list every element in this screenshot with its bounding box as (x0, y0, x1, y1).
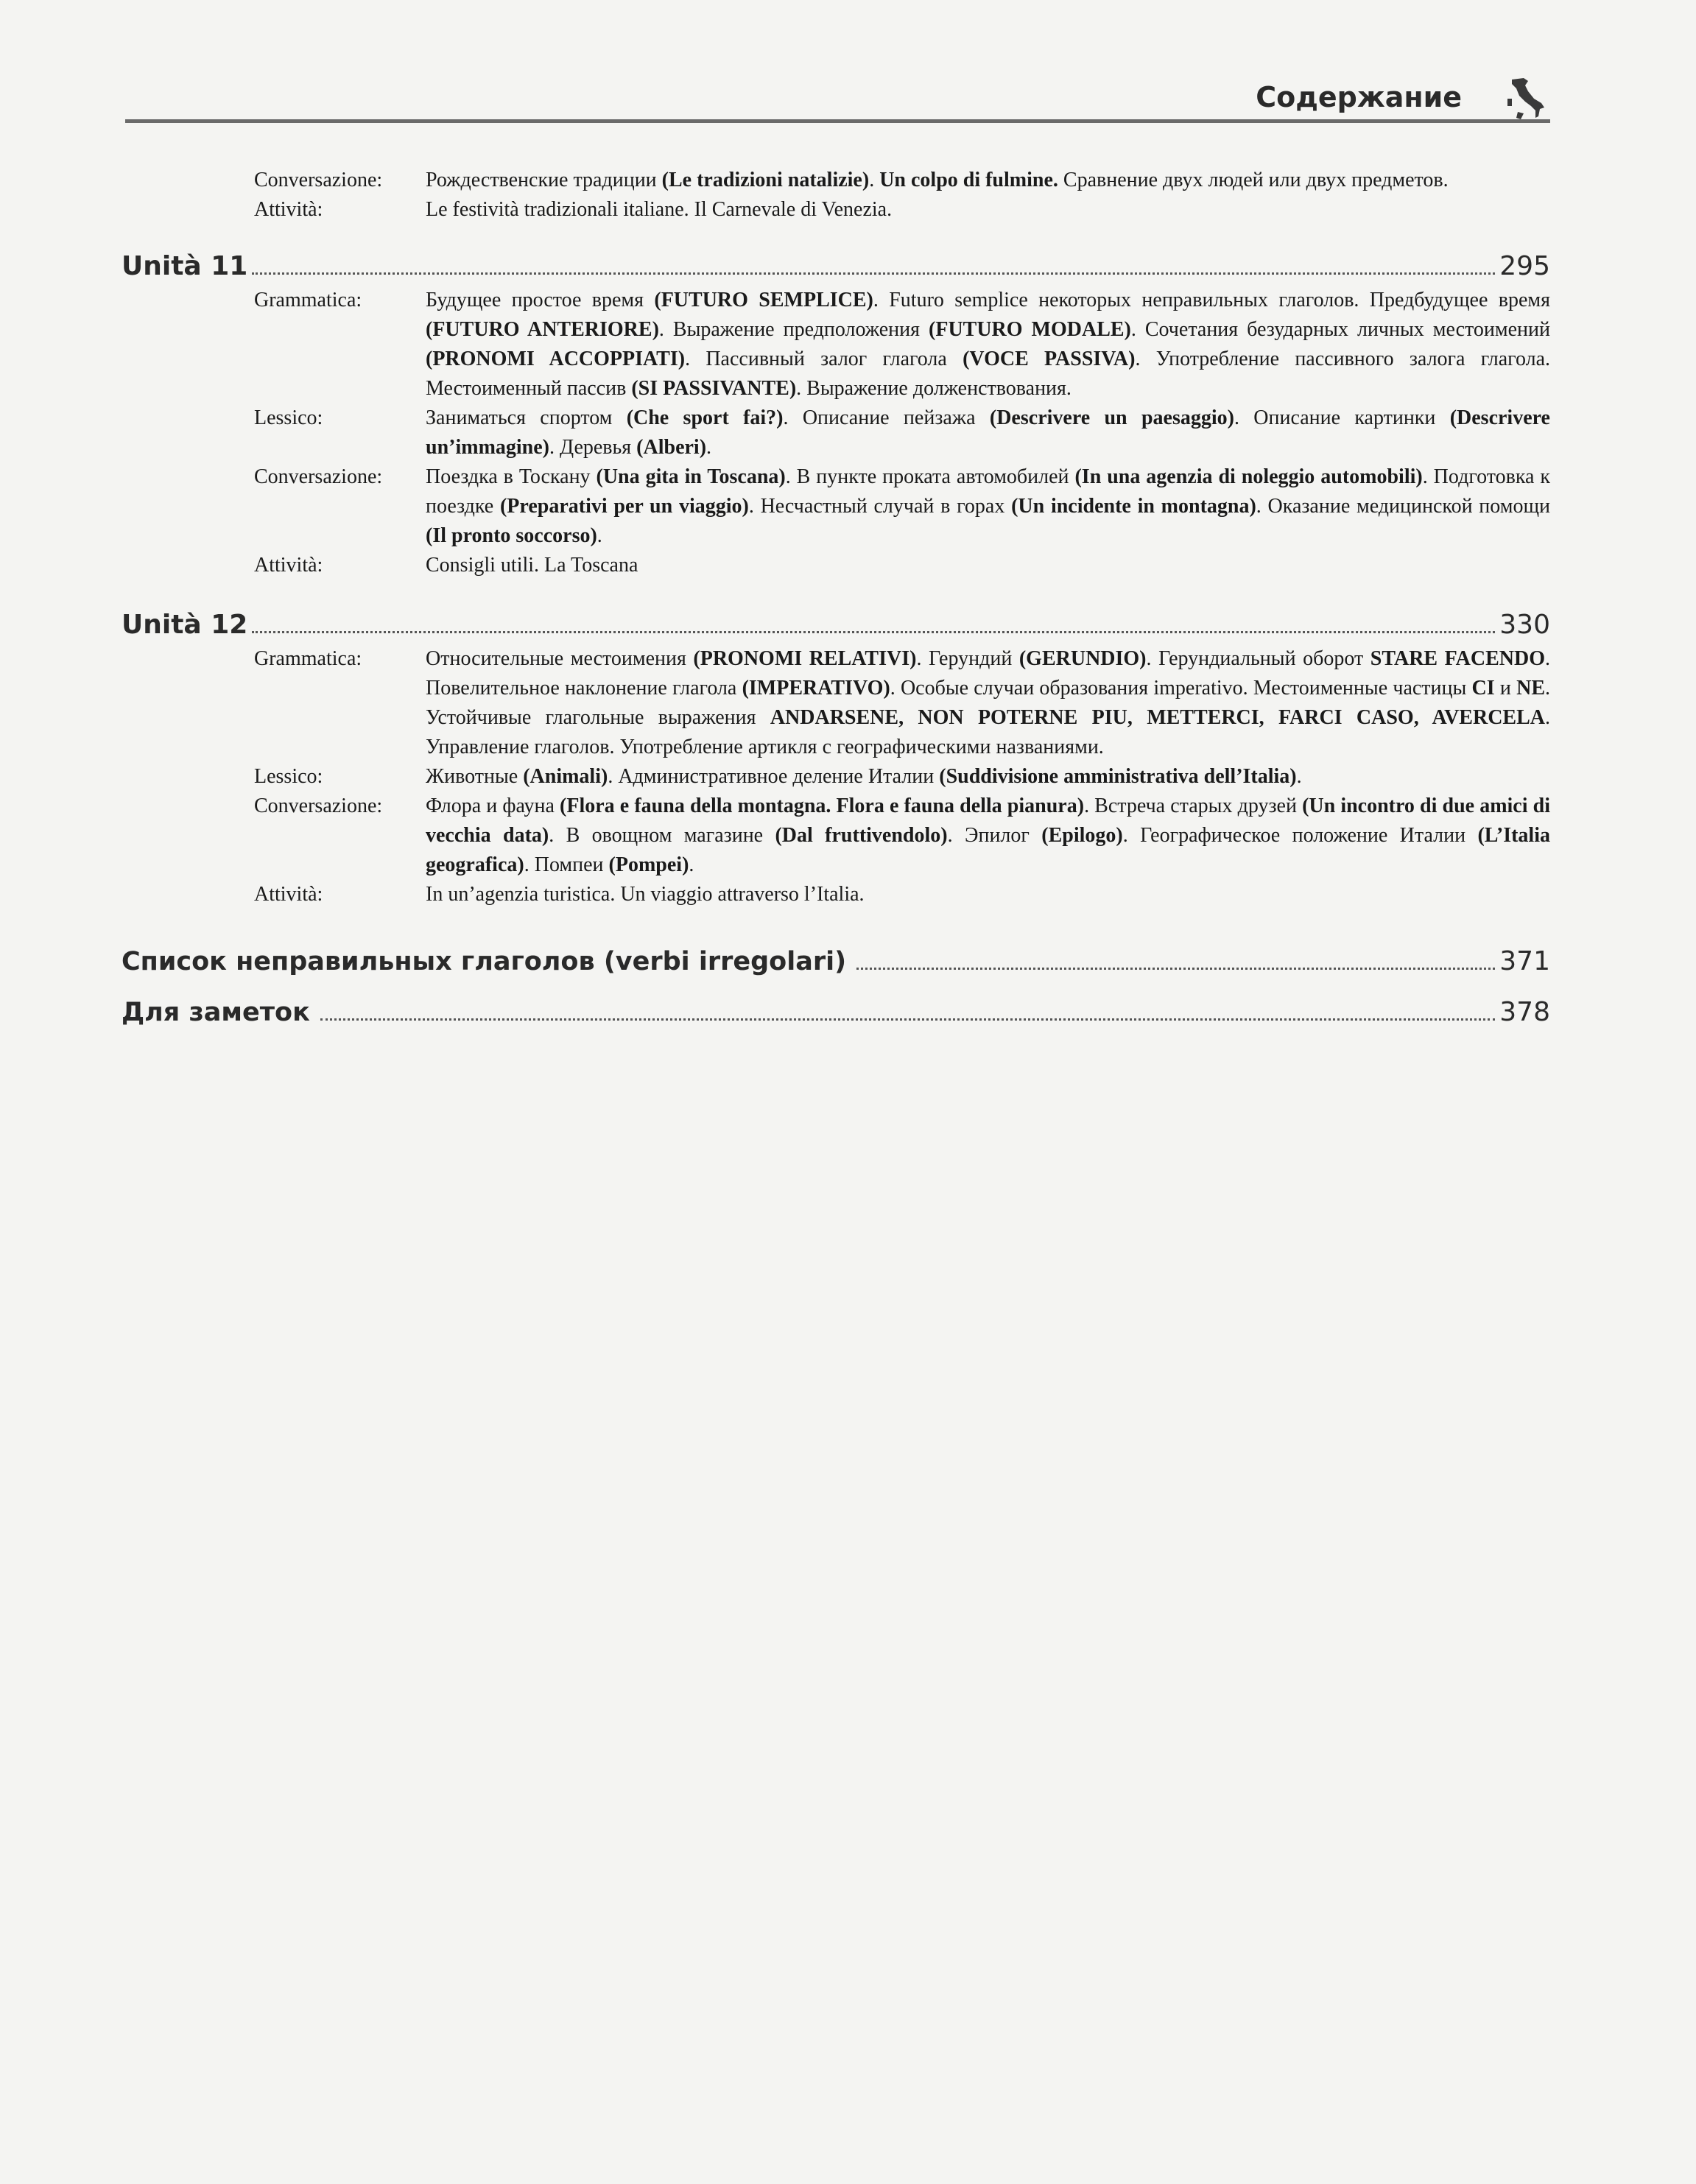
unit-heading (122, 610, 1550, 640)
toc-irregular-verbs (122, 946, 1550, 976)
toc-page-number: 378 (1499, 997, 1550, 1027)
toc-content (122, 166, 1550, 1027)
unit-11 (122, 251, 1550, 580)
dot-leader (252, 272, 1495, 275)
dot-leader (252, 631, 1495, 633)
section-label: Attività: (254, 883, 323, 906)
italy-map-icon (1499, 74, 1550, 125)
toc-entry-row (122, 880, 1550, 909)
toc-title: Список неправильных глаголов (verbi irregolari) (122, 947, 847, 976)
unit-12 (122, 610, 1550, 909)
toc-page-number: 371 (1499, 946, 1550, 976)
section-label: Conversazione: (254, 169, 383, 191)
toc-entry-row (122, 462, 1550, 551)
section-description: Поездка в Тоскану (Una gita in Toscana). В пункте проката автомобилей (In una agenzia di noleggio automobili). Подготовка к поездке (Preparativi per un viaggio). Несчастный случай в горах (Un incidente in montagna). Оказание медицинской помощи (Il pronto soccorso). (426, 465, 1551, 547)
unit-heading (122, 251, 1550, 281)
section-description: In un’agenzia turistica. Un viaggio attraverso l’Italia. (426, 883, 865, 906)
toc-notes (122, 997, 1550, 1027)
section-label: Conversazione: (254, 795, 383, 817)
section-description: Будущее простое время (FUTURO SEMPLICE). Futuro semplice некоторых неправильных глаголов. Предбудущее время (FUTURO ANTERIORE). Выражение предположения (FUTURO MODALE). Сочетания безударных личных местоимений (PRONOMI ACCOPPIATI). Пассивный залог глагола (VOCE PASSIVA). Употребление пассивного залога глагола. Местоименный пассив (SI PASSIVANTE). Выражение долженствования. (426, 289, 1551, 400)
toc-entry-row (122, 404, 1550, 462)
toc-entry-row (122, 792, 1550, 880)
unit-page-number: 295 (1499, 251, 1550, 281)
page-header (125, 74, 1550, 125)
section-description: Le festività tradizionali italiane. Il Carnevale di Venezia. (426, 198, 893, 221)
section-label: Attività: (254, 198, 323, 221)
section-description: Заниматься спортом (Che sport fai?). Описание пейзажа (Descrivere un paesaggio). Описание картинки (Descrivere un’immagine). Деревья (Alberi). (426, 406, 1550, 459)
header-rule (125, 119, 1550, 123)
page-title: Содержание (1256, 81, 1462, 113)
toc-entry-row (122, 286, 1550, 404)
section-label: Conversazione: (254, 465, 383, 488)
section-label: Lessico: (254, 406, 323, 429)
section-description: Рождественские традиции (Le tradizioni natalizie). Un colpo di fulmine. Сравнение двух людей или двух предметов. (426, 169, 1449, 191)
section-description: Consigli utili. La Toscana (426, 554, 638, 577)
section-description: Относительные местоимения (PRONOMI RELATIVI). Герундий (GERUNDIO). Герундиальный оборот STARE FACENDO. Повелительное наклонение глагола (IMPERATIVO). Особые случаи образования imperativo. Местоименные частицы CI и NE. Устойчивые глагольные выражения ANDARSENE, NON POTERNE PIU, METTERCI, FARCI CASO, AVERCELA. Управление глаголов. Употребление артикля с географическими названиями. (426, 647, 1551, 758)
section-label: Lessico: (254, 765, 323, 788)
unit-title: Unità 11 (122, 251, 248, 281)
toc-title: Для заметок (122, 998, 310, 1027)
toc-entry-row (122, 551, 1550, 580)
toc-entry-row (122, 166, 1550, 195)
toc-entry-row (122, 195, 1550, 225)
section-label: Attività: (254, 554, 323, 577)
dot-leader (320, 1018, 1495, 1021)
toc-entry-row (122, 762, 1550, 792)
section-description: Флора и фауна (Flora e fauna della montagna. Flora e fauna della pianura). Встреча старых друзей (Un incontro di due amici di vecchia data). В овощном магазине (Dal fruttivendolo). Эпилог (Epilogo). Географическое положение Италии (L’Italia geografica). Помпеи (Pompei). (426, 795, 1550, 876)
toc-entry-row (122, 644, 1550, 762)
unit-title: Unità 12 (122, 610, 248, 640)
unit-page-number: 330 (1499, 610, 1550, 640)
section-label: Grammatica: (254, 289, 362, 311)
intro-section (122, 166, 1550, 225)
dot-leader (856, 968, 1495, 970)
section-description: Животные (Animali). Административное деление Италии (Suddivisione amministrativa dell’Italia). (426, 765, 1302, 788)
section-label: Grammatica: (254, 647, 362, 670)
